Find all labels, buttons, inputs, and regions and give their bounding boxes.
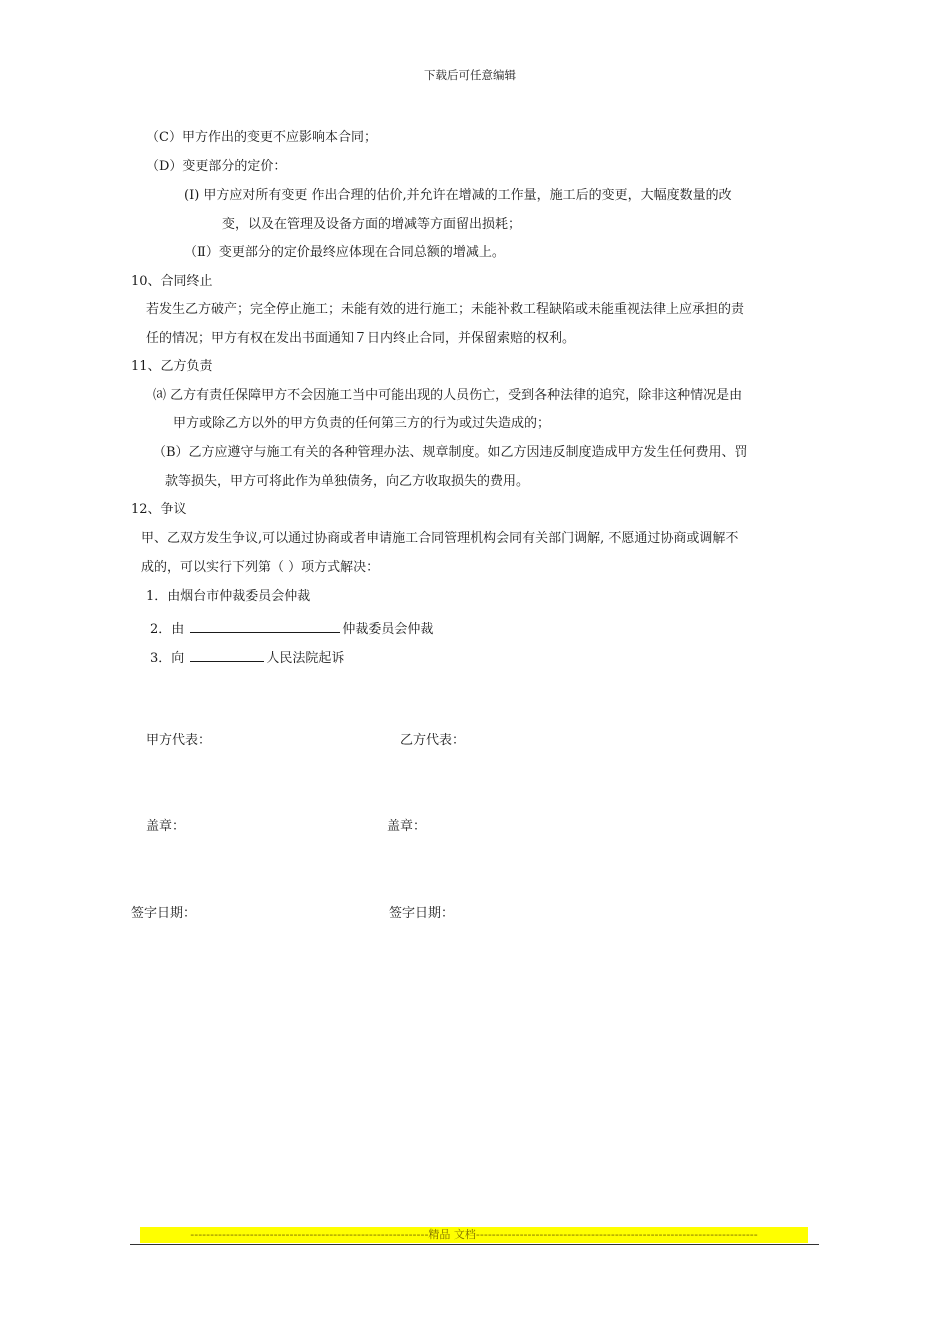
party-b-sign-date: 签字日期： <box>389 906 455 921</box>
arbitration-blank[interactable] <box>190 618 340 633</box>
section-10-heading: 10、合同终止 <box>131 274 213 289</box>
section-11a-line2: 甲方或除乙方以外的甲方负责的任何第三方的行为或过失造成的； <box>173 416 551 431</box>
option-1: 1．由烟台市仲裁委员会仲裁 <box>146 589 311 604</box>
clause-d1-line1: (Ⅰ) 甲方应对所有变更 作出合理的估价,并允许在增减的工作量，施工后的变更，大幅度数量的改 <box>184 188 732 203</box>
party-a-representative: 甲方代表： <box>146 733 212 748</box>
party-b-seal: 盖章： <box>387 819 427 834</box>
option-3-suffix: 人民法院起诉 <box>266 651 345 666</box>
section-11b-line2: 款等损失，甲方可将此作为单独债务，向乙方收取损失的费用。 <box>165 474 530 489</box>
section-12-heading: 12、争议 <box>131 502 187 517</box>
party-a-sign-date: 签字日期： <box>131 906 197 921</box>
section-11b-line1: （B）乙方应遵守与施工有关的各种管理办法、规章制度。如乙方因违反制度造成甲方发生任何费用、罚 <box>153 445 748 460</box>
option-3-prefix: 3．向 <box>150 651 185 666</box>
clause-d2: （Ⅱ）变更部分的定价最终应体现在合同总额的增减上。 <box>184 245 505 260</box>
section-12-line1: 甲、乙双方发生争议,可以通过协商或者申请施工合同管理机构会同有关部门调解, 不愿通过协商或调解不 <box>141 531 739 546</box>
option-2-suffix: 仲裁委员会仲裁 <box>342 622 434 637</box>
party-a-seal: 盖章： <box>146 819 186 834</box>
option-3 <box>150 647 344 667</box>
footer-rule <box>130 1244 819 1245</box>
option-2 <box>150 618 433 638</box>
section-10-line1: 若发生乙方破产；完全停止施工；未能有效的进行施工；未能补救工程缺陷或未能重视法律上应承担的责 <box>146 302 745 317</box>
clause-d1-line2: 变，以及在管理及设备方面的增减等方面留出损耗； <box>222 217 522 232</box>
clause-c: （C）甲方作出的变更不应影响本合同； <box>146 130 377 145</box>
section-12-line2: 成的，可以实行下列第（ ）项方式解决： <box>141 560 380 575</box>
footer-banner: ------------------------------------------------------------精品 文档----------------------------------------------------------------------- <box>140 1227 808 1243</box>
court-blank[interactable] <box>190 647 264 662</box>
section-11-heading: 11、乙方负责 <box>131 359 213 374</box>
option-2-prefix: 2．由 <box>150 622 185 637</box>
clause-d: （D）变更部分的定价： <box>146 159 287 174</box>
party-b-representative: 乙方代表： <box>400 733 466 748</box>
section-10-line2: 任的情况；甲方有权在发出书面通知７日内终止合同，并保留索赔的权利。 <box>146 331 576 346</box>
section-11a-line1: ⒜ 乙方有责任保障甲方不会因施工当中可能出现的人员伤亡，受到各种法律的追究，除非这种情况是由 <box>153 388 743 403</box>
page-header: 下载后可任意编辑 <box>424 68 516 82</box>
